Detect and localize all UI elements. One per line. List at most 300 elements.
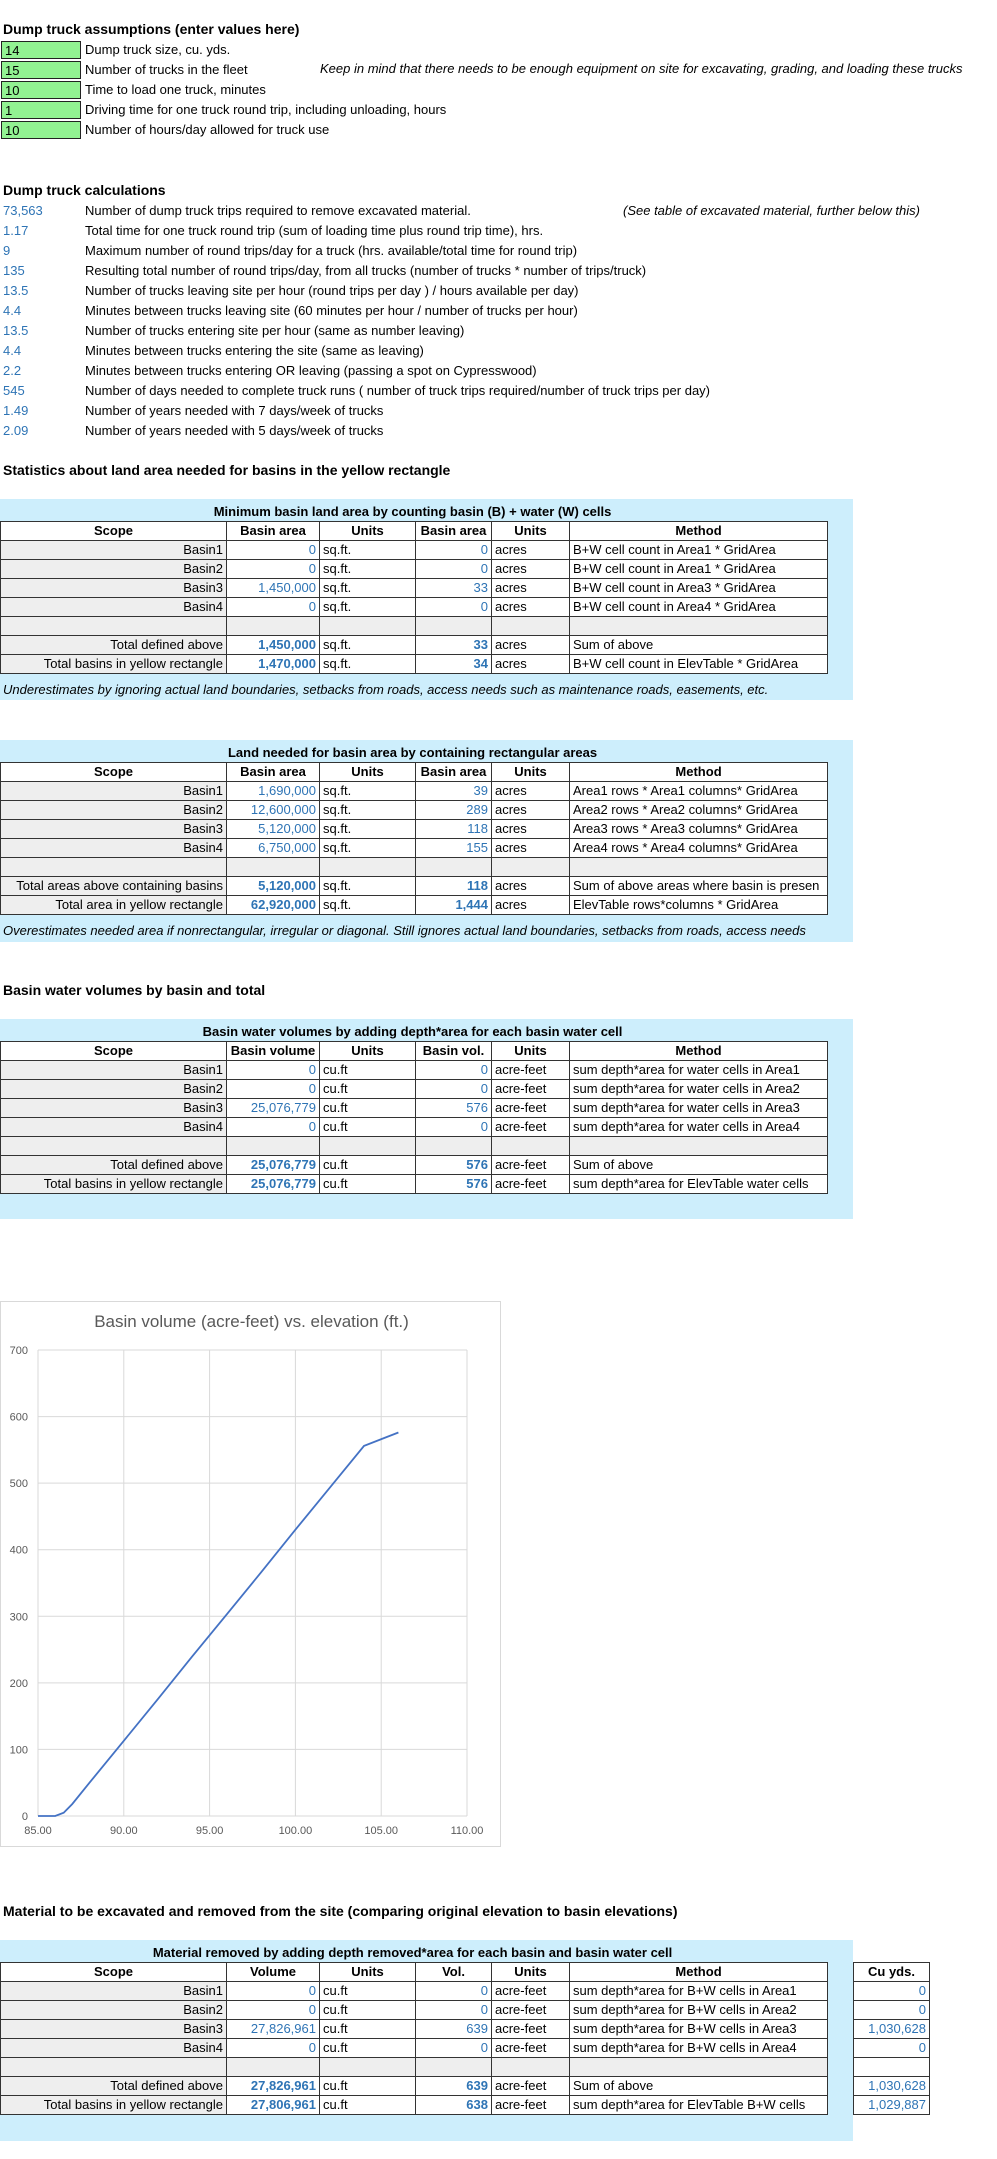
table-cell: cu.ft: [320, 2038, 416, 2057]
table-cell: 39: [416, 781, 492, 800]
table-cell: Basin2: [1, 800, 227, 819]
table-cell: ElevTable rows*columns * GridArea: [570, 895, 828, 914]
table-spacer-row: [1, 616, 828, 635]
empty-cell: [416, 857, 492, 876]
series-line: [38, 1433, 398, 1817]
empty-cell: [1, 616, 227, 635]
table-row: [854, 2095, 930, 2114]
empty-cell: [854, 1943, 930, 1962]
column-header: Units: [320, 521, 416, 540]
table-cell: Basin3: [1, 1098, 227, 1117]
table-cell: cu.ft: [320, 1098, 416, 1117]
table-cell: 289: [416, 800, 492, 819]
table-spacer-row: [1, 2057, 828, 2076]
table-cell: cu.ft: [320, 1079, 416, 1098]
table-cell: Basin3: [1, 2019, 227, 2038]
table-cell: Total areas above containing basins: [1, 876, 227, 895]
table-cell: 27,826,961: [227, 2076, 320, 2095]
table-cell: 638: [416, 2095, 492, 2114]
table-cell: 155: [416, 838, 492, 857]
table-cell: acres: [492, 540, 570, 559]
table-cell: Area2 rows * Area2 columns* GridArea: [570, 800, 828, 819]
calc-value: 9: [3, 243, 11, 258]
table-cell: sq.ft.: [320, 876, 416, 895]
table-cell: 0: [416, 1981, 492, 2000]
calc-value: 1.49: [3, 403, 29, 418]
table-cell: Basin4: [1, 597, 227, 616]
y-tick-label: 100: [9, 1744, 28, 1757]
assumption-label: Number of hours/day allowed for truck use: [85, 122, 330, 137]
table-cell: sum depth*area for water cells in Area3: [570, 1098, 828, 1117]
table-cell: sum depth*area for B+W cells in Area1: [570, 1981, 828, 2000]
table-row: [1, 1155, 828, 1174]
table-cell: acres: [492, 635, 570, 654]
table-caption: Land needed for basin area by containing rectangular areas: [227, 744, 598, 760]
table-cell: acre-feet: [492, 1174, 570, 1193]
min-area-note: Underestimates by ignoring actual land boundaries, setbacks from roads, access needs such as maintenance roads, easements, etc.: [3, 682, 769, 697]
min-area-table: [0, 502, 828, 674]
table-cell: Sum of above areas where basin is presen: [570, 876, 828, 895]
table-row: [1, 1174, 828, 1193]
table-cell: 0: [227, 2038, 320, 2057]
table-cell: sq.ft.: [320, 654, 416, 673]
empty-cell: [492, 1136, 570, 1155]
column-header: Basin volume: [227, 1041, 320, 1060]
empty-cell: [227, 1136, 320, 1155]
table-row: [854, 2076, 930, 2095]
table-row: [1, 2038, 828, 2057]
assumption-input[interactable]: 15: [1, 61, 81, 79]
table-cell: 62,920,000: [227, 895, 320, 914]
calc-label: Number of years needed with 7 days/week of trucks: [85, 403, 384, 418]
table-header-row: [854, 1962, 930, 1981]
column-header: Units: [492, 521, 570, 540]
calc-label: Minutes between trucks entering the site (same as leaving): [85, 343, 424, 358]
table-cell: 27,826,961: [227, 2019, 320, 2038]
table-row: [1, 1981, 828, 2000]
table-cell: B+W cell count in Area1 * GridArea: [570, 559, 828, 578]
table-row: [1, 895, 828, 914]
table-row: [1, 838, 828, 857]
table-caption-row: [1, 1022, 828, 1041]
spacer-row: [854, 1943, 930, 1962]
assumption-label: Driving time for one truck round trip, including unloading, hours: [85, 102, 447, 117]
table-cell: Total defined above: [1, 635, 227, 654]
column-header: Method: [570, 1962, 828, 1981]
table-cell: sum depth*area for B+W cells in Area2: [570, 2000, 828, 2019]
empty-cell: [416, 2057, 492, 2076]
column-header: Scope: [1, 1962, 227, 1981]
table-cell: Basin1: [1, 1981, 227, 2000]
table-cell: 1,030,628: [854, 2019, 930, 2038]
table-cell: 576: [416, 1155, 492, 1174]
table-cell: 1,690,000: [227, 781, 320, 800]
cubic-yards-table: [853, 1943, 930, 2115]
table-cell: cu.ft: [320, 2019, 416, 2038]
table-cell: acre-feet: [492, 1117, 570, 1136]
table-row: [1, 2000, 828, 2019]
empty-cell: [320, 1136, 416, 1155]
column-header: Vol.: [416, 1962, 492, 1981]
table-cell: Total defined above: [1, 2076, 227, 2095]
calc-value: 4.4: [3, 343, 22, 358]
table-cell: acres: [492, 597, 570, 616]
table-cell: Total basins in yellow rectangle: [1, 654, 227, 673]
table-row: [1, 1060, 828, 1079]
empty-cell: [320, 616, 416, 635]
table-cell: acres: [492, 876, 570, 895]
table-row: [1, 1098, 828, 1117]
empty-cell: [1, 857, 227, 876]
y-tick-label: 600: [9, 1411, 28, 1424]
table-cell: 0: [227, 1079, 320, 1098]
table-cell: 0: [416, 1060, 492, 1079]
column-header: Basin area: [416, 521, 492, 540]
table-cell: acres: [492, 895, 570, 914]
table-cell: acres: [492, 800, 570, 819]
table-cell: Area1 rows * Area1 columns* GridArea: [570, 781, 828, 800]
calc-value: 4.4: [3, 303, 22, 318]
table-cell: B+W cell count in Area3 * GridArea: [570, 578, 828, 597]
table-cell: acre-feet: [492, 2038, 570, 2057]
empty-cell: [1, 2057, 227, 2076]
table-row: [1, 1079, 828, 1098]
calculations-side-note: (See table of excavated material, further below this): [623, 203, 920, 218]
table-header-row: [1, 1041, 828, 1060]
assumption-input[interactable]: 14: [1, 41, 81, 59]
table-cell: 34: [416, 654, 492, 673]
table-cell: Sum of above: [570, 635, 828, 654]
empty-cell: [854, 2057, 930, 2076]
table-row: [1, 559, 828, 578]
table-caption: Minimum basin land area by counting basin (B) + water (W) cells: [213, 503, 612, 519]
column-header: Basin area: [416, 762, 492, 781]
volume-elevation-chart: [0, 1301, 501, 1847]
table-caption-row: [1, 743, 828, 762]
table-cell: 0: [416, 1117, 492, 1136]
table-cell: 1,030,628: [854, 2076, 930, 2095]
table-cell: 0: [227, 1117, 320, 1136]
table-row: [1, 781, 828, 800]
empty-cell: [570, 857, 828, 876]
calc-value: 2.09: [3, 423, 29, 438]
table-cell: 0: [416, 597, 492, 616]
empty-cell: [416, 616, 492, 635]
empty-cell: [1, 1136, 227, 1155]
assumptions-title: Dump truck assumptions (enter values here): [3, 21, 300, 37]
empty-cell: [227, 857, 320, 876]
table-cell: B+W cell count in Area1 * GridArea: [570, 540, 828, 559]
table-cell: cu.ft: [320, 2000, 416, 2019]
calc-value: 13.5: [3, 283, 29, 298]
column-header: Units: [320, 1041, 416, 1060]
table-cell: sum depth*area for water cells in Area2: [570, 1079, 828, 1098]
table-cell: cu.ft: [320, 1981, 416, 2000]
table-cell: 6,750,000: [227, 838, 320, 857]
table-cell: acres: [492, 559, 570, 578]
table-cell: sq.ft.: [320, 800, 416, 819]
table-cell: sq.ft.: [320, 559, 416, 578]
empty-cell: [416, 1136, 492, 1155]
empty-cell: [492, 616, 570, 635]
table-cell: acre-feet: [492, 2076, 570, 2095]
table-row: [854, 2000, 930, 2019]
table-cell: sq.ft.: [320, 540, 416, 559]
table-cell: cu.ft: [320, 1060, 416, 1079]
assumption-input[interactable]: 1: [1, 101, 81, 119]
column-header: Method: [570, 521, 828, 540]
column-header: Basin area: [227, 762, 320, 781]
column-header: Units: [320, 1962, 416, 1981]
table-cell: sum depth*area for water cells in Area4: [570, 1117, 828, 1136]
table-cell: Basin3: [1, 819, 227, 838]
table-cell: 12,600,000: [227, 800, 320, 819]
assumption-label: Dump truck size, cu. yds.: [85, 42, 231, 57]
table-header-row: [1, 762, 828, 781]
assumption-input[interactable]: 10: [1, 121, 81, 139]
table-cell: 1,029,887: [854, 2095, 930, 2114]
table-spacer-row: [854, 2057, 930, 2076]
table-cell: 0: [854, 2000, 930, 2019]
table-cell: 118: [416, 876, 492, 895]
table-cell: cu.ft: [320, 2076, 416, 2095]
table-cell: sum depth*area for ElevTable water cells: [570, 1174, 828, 1193]
table-cell: 118: [416, 819, 492, 838]
table-cell: acre-feet: [492, 2019, 570, 2038]
table-cell: sum depth*area for water cells in Area1: [570, 1060, 828, 1079]
empty-cell: [227, 616, 320, 635]
table-cell: acre-feet: [492, 1098, 570, 1117]
column-header: Units: [320, 762, 416, 781]
assumption-label: Time to load one truck, minutes: [85, 82, 266, 97]
table-header-row: [1, 521, 828, 540]
assumptions-note: Keep in mind that there needs to be enough equipment on site for excavating, grading, and loading these trucks: [320, 61, 963, 76]
empty-cell: [320, 857, 416, 876]
assumption-label: Number of trucks in the fleet: [85, 62, 248, 77]
table-row: [1, 800, 828, 819]
table-cell: Total basins in yellow rectangle: [1, 1174, 227, 1193]
table-cell: Basin1: [1, 540, 227, 559]
table-cell: 576: [416, 1098, 492, 1117]
table-cell: cu.ft: [320, 2095, 416, 2114]
calc-value: 73,563: [3, 203, 43, 218]
table-cell: 1,470,000: [227, 654, 320, 673]
table-cell: acres: [492, 838, 570, 857]
calc-label: Number of dump truck trips required to remove excavated material.: [85, 203, 471, 218]
table-cell: cu.ft: [320, 1117, 416, 1136]
rect-area-table: [0, 743, 828, 915]
column-header: Units: [492, 1962, 570, 1981]
excavation-table: [0, 1943, 828, 2115]
volumes-table: [0, 1022, 828, 1194]
table-cell: B+W cell count in ElevTable * GridArea: [570, 654, 828, 673]
table-cell: 576: [416, 1174, 492, 1193]
volumes-title: Basin water volumes by basin and total: [3, 982, 266, 998]
calc-label: Resulting total number of round trips/day, from all trucks (number of trucks * number of trips/truck): [85, 263, 647, 278]
table-cell: acre-feet: [492, 1981, 570, 2000]
chart-title: Basin volume (acre-feet) vs. elevation (ft.): [94, 1312, 409, 1331]
x-tick-label: 105.00: [364, 1825, 399, 1837]
table-row: [1, 2095, 828, 2114]
table-cell: sq.ft.: [320, 597, 416, 616]
table-cell: 0: [227, 540, 320, 559]
table-cell: Total area in yellow rectangle: [1, 895, 227, 914]
table-spacer-row: [1, 1136, 828, 1155]
table-cell: 0: [854, 2038, 930, 2057]
table-cell: acres: [492, 654, 570, 673]
column-header: Cu yds.: [854, 1962, 930, 1981]
table-cell: 25,076,779: [227, 1155, 320, 1174]
table-row: [1, 2019, 828, 2038]
table-cell: 0: [227, 597, 320, 616]
calc-value: 135: [3, 263, 25, 278]
empty-cell: [227, 2057, 320, 2076]
y-tick-label: 0: [21, 1811, 28, 1823]
empty-cell: [320, 2057, 416, 2076]
table-cell: 1,450,000: [227, 578, 320, 597]
table-cell: Sum of above: [570, 2076, 828, 2095]
table-row: [1, 2076, 828, 2095]
table-cell: cu.ft: [320, 1155, 416, 1174]
x-tick-label: 90.00: [110, 1825, 138, 1837]
table-cell: Basin3: [1, 578, 227, 597]
x-tick-label: 100.00: [278, 1825, 313, 1837]
table-cell: 0: [854, 1981, 930, 2000]
table-cell: acre-feet: [492, 2000, 570, 2019]
column-header: Scope: [1, 762, 227, 781]
calculations-title: Dump truck calculations: [3, 182, 166, 198]
table-row: [1, 876, 828, 895]
table-cell: acre-feet: [492, 2095, 570, 2114]
table-cell: 0: [227, 1060, 320, 1079]
table-cell: sq.ft.: [320, 578, 416, 597]
table-cell: sq.ft.: [320, 819, 416, 838]
table-cell: 0: [416, 1079, 492, 1098]
table-cell: Basin1: [1, 781, 227, 800]
stats-title: Statistics about land area needed for basins in the yellow rectangle: [3, 462, 451, 478]
table-cell: acre-feet: [492, 1060, 570, 1079]
table-cell: Area3 rows * Area3 columns* GridArea: [570, 819, 828, 838]
table-cell: 25,076,779: [227, 1174, 320, 1193]
table-cell: Basin2: [1, 559, 227, 578]
table-cell: 639: [416, 2019, 492, 2038]
table-cell: acres: [492, 819, 570, 838]
excavation-title: Material to be excavated and removed from the site (comparing original elevation to basin elevations): [3, 1903, 678, 1919]
empty-cell: [570, 1136, 828, 1155]
column-header: Basin area: [227, 521, 320, 540]
table-cell: 1,450,000: [227, 635, 320, 654]
y-tick-label: 300: [9, 1611, 28, 1624]
table-cell: Basin4: [1, 838, 227, 857]
table-cell: sum depth*area for ElevTable B+W cells: [570, 2095, 828, 2114]
calc-value: 13.5: [3, 323, 29, 338]
x-tick-label: 110.00: [450, 1825, 484, 1837]
table-cell: acre-feet: [492, 1155, 570, 1174]
table-caption-row: [1, 1943, 828, 1962]
table-row: [1, 654, 828, 673]
table-row: [1, 578, 828, 597]
table-cell: 27,806,961: [227, 2095, 320, 2114]
empty-cell: [492, 2057, 570, 2076]
table-cell: sq.ft.: [320, 838, 416, 857]
table-row: [1, 819, 828, 838]
table-cell: 1,444: [416, 895, 492, 914]
table-cell: 5,120,000: [227, 876, 320, 895]
table-header-row: [1, 1962, 828, 1981]
table-cell: 5,120,000: [227, 819, 320, 838]
y-tick-label: 200: [9, 1677, 28, 1690]
table-cell: 0: [416, 2000, 492, 2019]
column-header: Basin vol.: [416, 1041, 492, 1060]
column-header: Method: [570, 762, 828, 781]
table-cell: 0: [416, 559, 492, 578]
table-cell: 0: [227, 1981, 320, 2000]
y-tick-label: 700: [9, 1345, 28, 1357]
table-cell: sum depth*area for B+W cells in Area3: [570, 2019, 828, 2038]
table-cell: Basin2: [1, 2000, 227, 2019]
table-row: [854, 1981, 930, 2000]
table-row: [1, 1117, 828, 1136]
column-header: Volume: [227, 1962, 320, 1981]
table-cell: 0: [227, 2000, 320, 2019]
y-tick-label: 500: [9, 1478, 28, 1491]
table-cell: acre-feet: [492, 1079, 570, 1098]
chart-plot: [1, 1302, 500, 1846]
table-row: [1, 635, 828, 654]
x-tick-label: 85.00: [24, 1825, 52, 1837]
calc-label: Maximum number of round trips/day for a truck (hrs. available/total time for round trip): [85, 243, 578, 258]
calc-label: Number of trucks leaving site per hour (round trips per day ) / hours available per day): [85, 283, 579, 298]
table-row: [1, 540, 828, 559]
table-cell: acres: [492, 781, 570, 800]
table-cell: 33: [416, 635, 492, 654]
table-cell: sum depth*area for B+W cells in Area4: [570, 2038, 828, 2057]
calc-label: Number of days needed to complete truck runs ( number of truck trips required/number of truck trips per day): [85, 383, 710, 398]
table-cell: Basin1: [1, 1060, 227, 1079]
rect-area-note: Overestimates needed area if nonrectangular, irregular or diagonal. Still ignores actual land boundaries, setbacks from roads, access needs: [3, 923, 806, 938]
table-row: [854, 2038, 930, 2057]
table-row: [854, 2019, 930, 2038]
assumption-input[interactable]: 10: [1, 81, 81, 99]
calc-value: 1.17: [3, 223, 29, 238]
y-tick-label: 400: [9, 1544, 28, 1557]
table-cell: Basin4: [1, 1117, 227, 1136]
table-cell: sq.ft.: [320, 895, 416, 914]
table-cell: sq.ft.: [320, 635, 416, 654]
table-caption-row: [1, 502, 828, 521]
table-cell: B+W cell count in Area4 * GridArea: [570, 597, 828, 616]
table-cell: Total basins in yellow rectangle: [1, 2095, 227, 2114]
table-row: [1, 597, 828, 616]
column-header: Scope: [1, 521, 227, 540]
table-caption: Material removed by adding depth removed*area for each basin and basin water cell: [152, 1944, 673, 1960]
table-cell: Basin4: [1, 2038, 227, 2057]
empty-cell: [570, 2057, 828, 2076]
table-cell: 0: [416, 540, 492, 559]
table-cell: Basin2: [1, 1079, 227, 1098]
calc-label: Total time for one truck round trip (sum of loading time plus round trip time), hrs.: [85, 223, 544, 238]
calc-label: Minutes between trucks entering OR leaving (passing a spot on Cypresswood): [85, 363, 537, 378]
calc-label: Number of trucks entering site per hour (same as number leaving): [85, 323, 465, 338]
table-spacer-row: [1, 857, 828, 876]
table-cell: acres: [492, 578, 570, 597]
calc-label: Minutes between trucks leaving site (60 minutes per hour / number of trucks per hour): [85, 303, 578, 318]
table-cell: Total defined above: [1, 1155, 227, 1174]
table-cell: cu.ft: [320, 1174, 416, 1193]
table-cell: 25,076,779: [227, 1098, 320, 1117]
table-cell: Sum of above: [570, 1155, 828, 1174]
empty-cell: [570, 616, 828, 635]
